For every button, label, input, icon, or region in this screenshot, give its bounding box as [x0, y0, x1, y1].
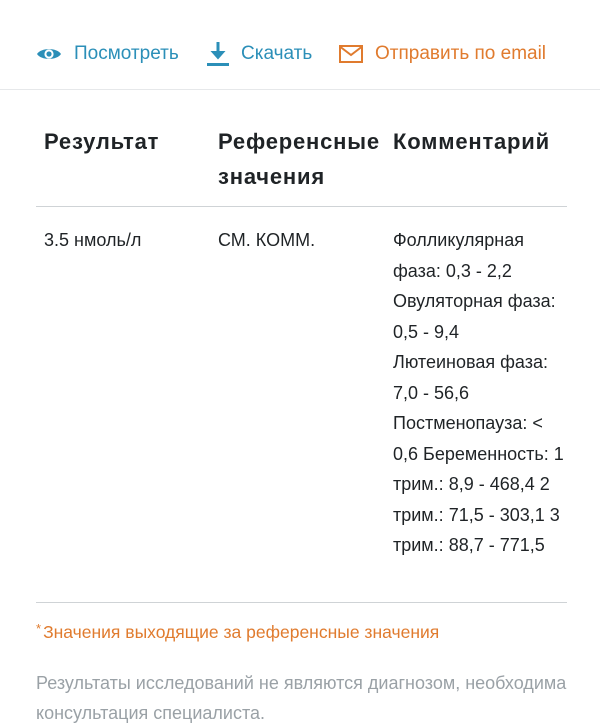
footnote-star: * — [36, 621, 42, 636]
view-label: Посмотреть — [74, 43, 179, 64]
footnote-text: Значения выходящие за референсные значения — [43, 622, 440, 642]
comment-value: Фолликулярная фаза: 0,3 - 2,2 Овуляторная фаза: 0,5 - 9,4 Лютеиновая фаза: 7,0 - 56,6 Постменопауза: < 0,6 Беременность: 1 трим.: 8,9 - 468,4 2 трим.: 71,5 - 303,1 3 трим.: 88,7 - 771,5 — [393, 230, 564, 555]
email-label: Отправить по email — [375, 43, 547, 64]
reference-value: СМ. КОММ. — [218, 230, 316, 250]
download-label: Скачать — [241, 43, 313, 64]
download-icon — [207, 41, 229, 67]
view-button[interactable] — [36, 40, 179, 68]
action-bar — [0, 0, 600, 90]
column-header-comment: Комментарий — [393, 129, 550, 154]
eye-icon — [36, 46, 62, 62]
download-button[interactable] — [207, 40, 312, 68]
column-header-reference: Референсные значения — [218, 129, 380, 189]
mail-icon — [339, 45, 363, 63]
result-value: 3.5 нмоль/л — [44, 230, 142, 250]
column-header-result: Результат — [44, 129, 160, 154]
out-of-range-note — [36, 622, 439, 643]
table-row — [36, 207, 567, 603]
disclaimer-text: Результаты исследований не являются диагнозом, необходима консультация специалиста. — [36, 673, 567, 723]
send-email-button[interactable] — [339, 40, 546, 68]
table-header-row — [36, 90, 567, 207]
